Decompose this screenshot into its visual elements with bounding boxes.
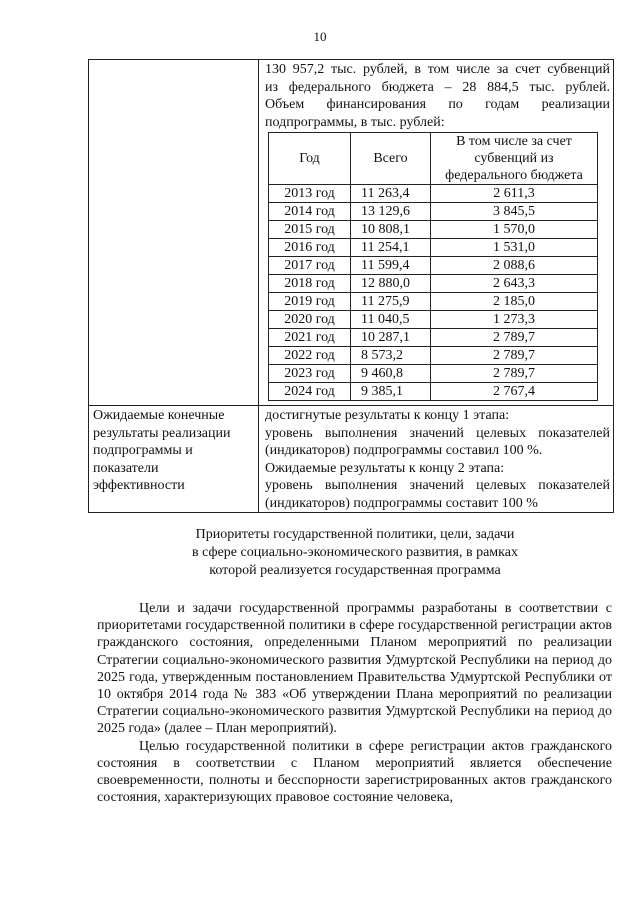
results-text-line: достигнутые результаты к концу 1 этапа: xyxy=(265,408,510,423)
financing-intro-line: из федерального бюджета – 28 884,5 тыс. рублей. xyxy=(265,79,610,95)
federal-cell: 2 789,7 xyxy=(431,365,598,383)
federal-cell: 1 273,3 xyxy=(431,311,598,329)
results-text-line: уровень выполнения значений целевых показателей xyxy=(265,478,610,493)
total-cell: 10 808,1 xyxy=(351,221,431,239)
results-text-line: (индикаторов) подпрограммы составит 100 % xyxy=(265,495,538,511)
total-cell: 13 129,6 xyxy=(351,203,431,221)
paragraph: Цели и задачи государственной программы разработаны в соответствии с приоритетами государственной политики в сфере государственной регистрации актов гражданского состояния, определенными Планом мероприятий по реализации Стратегии социально-экономического развития Удмуртской Республики на период до 2025 года, утвержденным постановлением Правительства Удмуртской Республики от 10 октября 2014 года № 383 «Об утверждении Плана мероприятий по реализации Стратегии социально-экономического развития Удмуртской Республики на период до 2025 года» (далее – План мероприятий). xyxy=(97,601,612,737)
results-text-line: (индикаторов) подпрограммы составил 100 %. xyxy=(265,443,543,458)
federal-cell: 3 845,5 xyxy=(431,203,598,221)
total-cell: 11 040,5 xyxy=(351,311,431,329)
results-label-line: Ожидаемые конечные xyxy=(93,408,225,423)
results-row xyxy=(89,406,614,513)
column-header-total: Всего xyxy=(351,133,431,185)
total-cell: 11 275,9 xyxy=(351,293,431,311)
results-text-line: Ожидаемые результаты к концу 2 этапа: xyxy=(265,460,505,476)
results-label-line: результаты реализации xyxy=(93,425,231,441)
financing-intro-line: подпрограммы, в тыс. рублей: xyxy=(265,114,445,130)
federal-cell: 2 088,6 xyxy=(431,257,598,275)
results-text-cell xyxy=(259,406,614,513)
total-cell: 9 460,8 xyxy=(351,365,431,383)
federal-cell: 2 185,0 xyxy=(431,293,598,311)
year-cell: 2018 год xyxy=(269,275,351,293)
year-cell: 2022 год xyxy=(269,347,351,365)
financing-table-row xyxy=(269,329,598,347)
financing-intro-line: 130 957,2 тыс. рублей, в том числе за счет субвенций xyxy=(265,62,610,77)
federal-cell: 2 789,7 xyxy=(431,329,598,347)
financing-table-row xyxy=(269,239,598,257)
total-cell: 9 385,1 xyxy=(351,383,431,401)
financing-label-cell xyxy=(89,60,259,406)
page-number: 10 xyxy=(313,29,327,44)
results-label-line: подпрограммы и xyxy=(93,443,193,458)
results-label-line: эффективности xyxy=(93,478,185,493)
year-cell: 2015 год xyxy=(269,221,351,239)
column-header-year: Год xyxy=(269,133,351,185)
year-cell: 2014 год xyxy=(269,203,351,221)
financing-table-row xyxy=(269,293,598,311)
financing-table-row xyxy=(269,221,598,239)
section-heading xyxy=(150,526,560,580)
section-heading-line: в сфере социально-экономического развития, в рамках xyxy=(192,545,518,560)
total-cell: 8 573,2 xyxy=(351,347,431,365)
financing-table-row xyxy=(269,257,598,275)
column-header-federal: В том числе за счет субвенций из федерального бюджета xyxy=(431,133,598,185)
section-heading-line: которой реализуется государственная программа xyxy=(209,563,501,578)
year-cell: 2017 год xyxy=(269,257,351,275)
total-cell: 11 254,1 xyxy=(351,239,431,257)
financing-table-row xyxy=(269,365,598,383)
federal-cell: 2 611,3 xyxy=(431,185,598,203)
federal-cell: 1 531,0 xyxy=(431,239,598,257)
total-cell: 12 880,0 xyxy=(351,275,431,293)
total-cell: 11 599,4 xyxy=(351,257,431,275)
total-cell: 11 263,4 xyxy=(351,185,431,203)
financing-table-row xyxy=(269,383,598,401)
total-cell: 10 287,1 xyxy=(351,329,431,347)
federal-cell: 2 767,4 xyxy=(431,383,598,401)
year-cell: 2024 год xyxy=(269,383,351,401)
year-cell: 2016 год xyxy=(269,239,351,257)
year-cell: 2023 год xyxy=(269,365,351,383)
year-cell: 2021 год xyxy=(269,329,351,347)
results-label-cell xyxy=(89,406,259,513)
year-cell: 2020 год xyxy=(269,311,351,329)
financing-table-row xyxy=(269,347,598,365)
paragraph: Целью государственной политики в сфере регистрации актов гражданского состояния в соответствии с Планом мероприятий является обеспечение своевременности, полноты и бесспорности зарегистрированных актов гражданского состояния, характеризующих правовое состояние человека, xyxy=(97,738,612,806)
section-heading-line: Приоритеты государственной политики, цели, задачи xyxy=(195,527,515,542)
financing-row xyxy=(89,60,614,406)
financing-cell xyxy=(259,60,614,406)
financing-by-year-table xyxy=(268,132,598,401)
year-cell: 2019 год xyxy=(269,293,351,311)
financing-table-row xyxy=(269,203,598,221)
financing-table-header xyxy=(269,133,598,185)
results-text-line: уровень выполнения значений целевых показателей xyxy=(265,425,610,441)
passport-table xyxy=(88,59,614,513)
results-label-line: показатели xyxy=(93,460,159,476)
federal-cell: 2 789,7 xyxy=(431,347,598,365)
financing-table-row xyxy=(269,185,598,203)
financing-table-row xyxy=(269,275,598,293)
financing-intro-line: Объем финансирования по годам реализации xyxy=(265,97,610,112)
federal-cell: 1 570,0 xyxy=(431,221,598,239)
federal-cell: 2 643,3 xyxy=(431,275,598,293)
year-cell: 2013 год xyxy=(269,185,351,203)
body-text xyxy=(97,600,612,806)
financing-table-row xyxy=(269,311,598,329)
